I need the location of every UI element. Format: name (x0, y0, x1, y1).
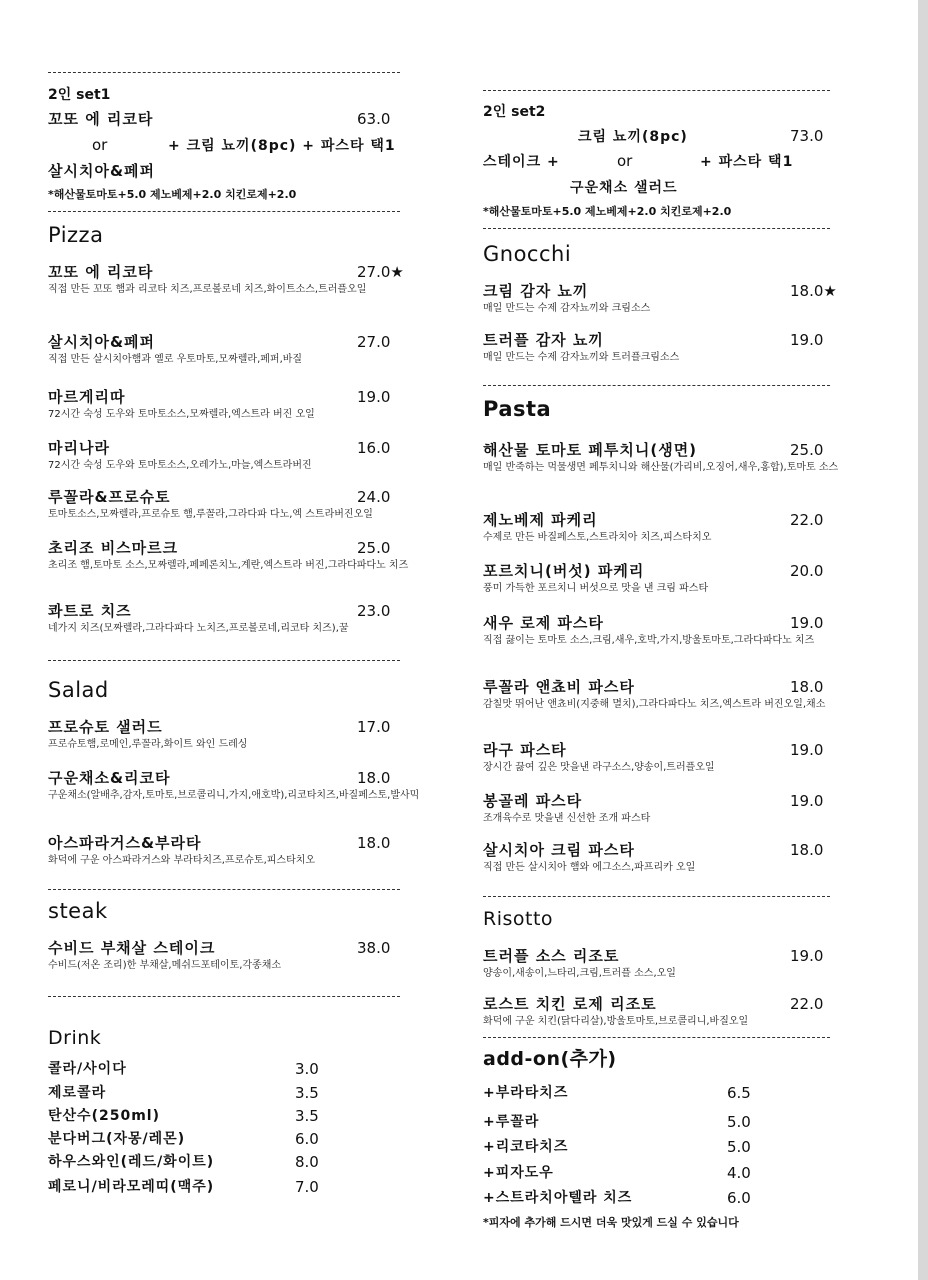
menu-item-description: 매일 만드는 수제 감자뇨끼와 크림소스 (483, 303, 651, 314)
menu-item-name: 트러플 감자 뇨끼 (483, 331, 604, 349)
menu-item-name: 제로콜라 (48, 1085, 107, 1101)
set1-title: 2인 set1 (48, 87, 111, 103)
menu-item-description: 72시간 숙성 도우와 토마토소스,모짜렐라,엑스트라 버진 오일 (48, 409, 315, 420)
divider (483, 896, 830, 897)
divider (48, 889, 400, 890)
addon-note: *피자에 추가해 드시면 더욱 맛있게 드실 수 있습니다 (483, 1216, 739, 1229)
menu-item-description: 72시간 숙성 도우와 토마토소스,오레가노,마늘,엑스트라버진 (48, 460, 312, 471)
menu-item-name: 트러플 소스 리조토 (483, 947, 620, 965)
set2-title: 2인 set2 (483, 104, 546, 120)
menu-item-name: 페로니/비라모레띠(맥주) (48, 1179, 215, 1195)
menu-item-name: 분다버그(자몽/레몬) (48, 1131, 186, 1147)
divider (48, 211, 400, 212)
section-title-pizza: Pizza (48, 223, 104, 247)
menu-item-price: 18.0 (357, 834, 391, 852)
menu-item-price: 19.0 (790, 947, 824, 965)
menu-item-price: 24.0 (357, 488, 391, 506)
set1-option: + 크림 뇨끼(8pc) + 파스타 택1 (168, 138, 396, 154)
menu-item-description: 초리조 햄,토마토 소스,모짜렐라,페페론치노,계란,엑스트라 버진,그라다파다노 치즈 (48, 560, 409, 571)
menu-item-description: 직접 끓이는 토마토 소스,크림,새우,호박,가지,방울토마토,그라다파다노 치즈 (483, 635, 815, 646)
menu-item-price: 5.0 (727, 1113, 751, 1131)
menu-item-price: 18.0 (790, 841, 824, 859)
menu-item-name: +루꼴라 (483, 1114, 540, 1130)
menu-item-price: 38.0 (357, 939, 391, 957)
divider (483, 90, 830, 91)
set2-item: 스테이크 + (483, 154, 560, 170)
set2-price: 73.0 (790, 127, 824, 145)
set1-note: *해산물토마토+5.0 제노베제+2.0 치킨로제+2.0 (48, 188, 297, 201)
set2-note: *해산물토마토+5.0 제노베제+2.0 치킨로제+2.0 (483, 205, 732, 218)
section-title-steak: steak (48, 899, 108, 923)
set1-or: or (92, 136, 108, 154)
menu-item-price: 6.0 (727, 1189, 751, 1207)
section-title-drink: Drink (48, 1027, 102, 1049)
set2-option: 구운채소 샐러드 (570, 180, 678, 196)
menu-item-price: 5.0 (727, 1138, 751, 1156)
menu-item-description: 매일 반죽하는 먹물생면 페투치니와 해산물(가리비,오징어,새우,홍합),토마토 소스 (483, 462, 839, 473)
menu-item-description: 매일 만드는 수제 감자뇨끼와 트러플크림소스 (483, 352, 680, 363)
menu-item-price: 18.0 (790, 678, 824, 696)
section-title-salad: Salad (48, 678, 109, 702)
menu-item-price: 23.0 (357, 602, 391, 620)
menu-item-name: +스트라치아텔라 치즈 (483, 1190, 633, 1206)
divider (48, 72, 400, 73)
menu-item-name: 마르게리따 (48, 388, 126, 406)
section-title-gnocchi: Gnocchi (483, 242, 572, 266)
menu-item-price: 18.0★ (790, 282, 837, 300)
page-edge (918, 0, 928, 1280)
menu-item-description: 수비드(저온 조리)한 부채살,메쉬드포테이토,각종채소 (48, 960, 282, 971)
menu-item-description: 조개육수로 맛을낸 신선한 조개 파스타 (483, 813, 651, 824)
menu-item-name: 탄산수(250ml) (48, 1108, 160, 1124)
section-title-risotto: Risotto (483, 908, 554, 930)
menu-item-price: 7.0 (295, 1178, 319, 1196)
menu-item-name: +부라타치즈 (483, 1085, 569, 1101)
menu-item-price: 3.5 (295, 1107, 319, 1125)
set1-price: 63.0 (357, 110, 391, 128)
menu-item-name: 아스파라거스&부라타 (48, 834, 202, 852)
menu-item-name: 크림 감자 뇨끼 (483, 282, 589, 300)
menu-item-description: 구운채소(알배추,감자,토마토,브로콜리니,가지,애호박),리코타치즈,바질페스토,발사믹 (48, 790, 420, 801)
menu-item-description: 직접 만든 살시치아햄과 옐로 우토마토,모짜렐라,페퍼,바질 (48, 354, 303, 365)
menu-item-name: 꼬또 에 리코타 (48, 263, 154, 281)
divider (483, 385, 830, 386)
menu-item-description: 감칠맛 뛰어난 앤쵸비(지중해 멸치),그라다파다노 치즈,엑스트라 버진오일,채소 (483, 699, 826, 710)
menu-item-name: 살시치아 크림 파스타 (483, 841, 635, 859)
menu-item-price: 4.0 (727, 1164, 751, 1182)
menu-item-price: 3.5 (295, 1084, 319, 1102)
menu-item-name: 프로슈토 샐러드 (48, 718, 163, 736)
set1-item: 살시치아&페퍼 (48, 162, 156, 180)
menu-item-description: 풍미 가득한 포르치니 버섯으로 맛을 낸 크림 파스타 (483, 583, 709, 594)
menu-item-price: 27.0★ (357, 263, 404, 281)
menu-item-price: 3.0 (295, 1060, 319, 1078)
menu-item-price: 19.0 (357, 388, 391, 406)
menu-item-price: 19.0 (790, 792, 824, 810)
divider (48, 660, 400, 661)
menu-item-name: +리코타치즈 (483, 1139, 569, 1155)
menu-item-price: 6.5 (727, 1084, 751, 1102)
menu-item-name: 루꼴라 앤쵸비 파스타 (483, 678, 635, 696)
set1-item: 꼬또 에 리코타 (48, 110, 154, 128)
menu-item-price: 22.0 (790, 995, 824, 1013)
menu-item-description: 장시간 끓여 깊은 맛을낸 라구소스,양송이,트러플오일 (483, 762, 715, 773)
menu-item-name: 해산물 토마토 페투치니(생면) (483, 441, 698, 459)
divider (48, 996, 400, 997)
menu-item-price: 6.0 (295, 1130, 319, 1148)
menu-item-price: 20.0 (790, 562, 824, 580)
menu-item-name: 봉골레 파스타 (483, 792, 583, 810)
menu-item-price: 19.0 (790, 741, 824, 759)
menu-item-description: 토마토소스,모짜렐라,프로슈토 햄,루꼴라,그라다파 다노,엑 스트라버진오일 (48, 509, 373, 520)
menu-item-description: 화덕에 구운 아스파라거스와 부라타치즈,프로슈토,피스타치오 (48, 855, 316, 866)
menu-item-price: 25.0 (790, 441, 824, 459)
menu-item-description: 화덕에 구운 치킨(닭다리살),방울토마토,브로콜리니,바질오일 (483, 1016, 749, 1027)
set2-or: or (617, 152, 633, 170)
menu-item-description: 직접 만든 살시치아 햄와 에그소스,파프리카 오일 (483, 862, 696, 873)
set2-option: + 파스타 택1 (700, 154, 794, 170)
menu-item-price: 16.0 (357, 439, 391, 457)
menu-item-name: 포르치니(버섯) 파케리 (483, 562, 645, 580)
menu-item-price: 19.0 (790, 614, 824, 632)
menu-item-price: 25.0 (357, 539, 391, 557)
menu-item-name: 콜라/사이다 (48, 1061, 127, 1077)
menu-item-name: 루꼴라&프로슈토 (48, 488, 171, 506)
menu-item-price: 27.0 (357, 333, 391, 351)
menu-item-name: 콰트로 치즈 (48, 602, 132, 620)
menu-item-description: 프로슈토햄,로메인,루꼴라,화이트 와인 드레싱 (48, 739, 248, 750)
section-title-addon: add-on(추가) (483, 1048, 617, 1070)
section-title-pasta: Pasta (483, 397, 552, 421)
menu-item-price: 22.0 (790, 511, 824, 529)
menu-item-description: 양송이,새송이,느타리,크림,트러플 소스,오일 (483, 968, 676, 979)
menu-item-price: 19.0 (790, 331, 824, 349)
menu-item-price: 18.0 (357, 769, 391, 787)
menu-item-name: 마리나라 (48, 439, 110, 457)
menu-item-name: 하우스와인(레드/화이트) (48, 1154, 215, 1170)
menu-item-description: 수제로 만든 바질페스토,스트라치아 치즈,피스타치오 (483, 532, 712, 543)
menu-item-name: 로스트 치킨 로제 리조토 (483, 995, 657, 1013)
divider (483, 228, 830, 229)
menu-item-name: 제노베제 파케리 (483, 511, 598, 529)
menu-item-description: 네가지 치즈(모짜렐라,그라다파다 노치즈,프로볼로네,리코타 치즈),꿀 (48, 623, 349, 634)
menu-item-price: 8.0 (295, 1153, 319, 1171)
menu-item-name: 살시치아&페퍼 (48, 333, 156, 351)
menu-item-name: +피자도우 (483, 1165, 554, 1181)
menu-item-name: 초리조 비스마르크 (48, 539, 179, 557)
menu-item-name: 새우 로제 파스타 (483, 614, 604, 632)
menu-item-name: 구운채소&리코타 (48, 769, 171, 787)
menu-item-description: 직접 만든 꼬또 햄과 리코타 치즈,프로볼로네 치즈,화이트소스,트러플오일 (48, 284, 367, 295)
menu-item-price: 17.0 (357, 718, 391, 736)
divider (483, 1037, 830, 1038)
menu-item-name: 라구 파스타 (483, 741, 567, 759)
menu-item-name: 수비드 부채살 스테이크 (48, 939, 216, 957)
set2-option: 크림 뇨끼(8pc) (578, 129, 688, 145)
